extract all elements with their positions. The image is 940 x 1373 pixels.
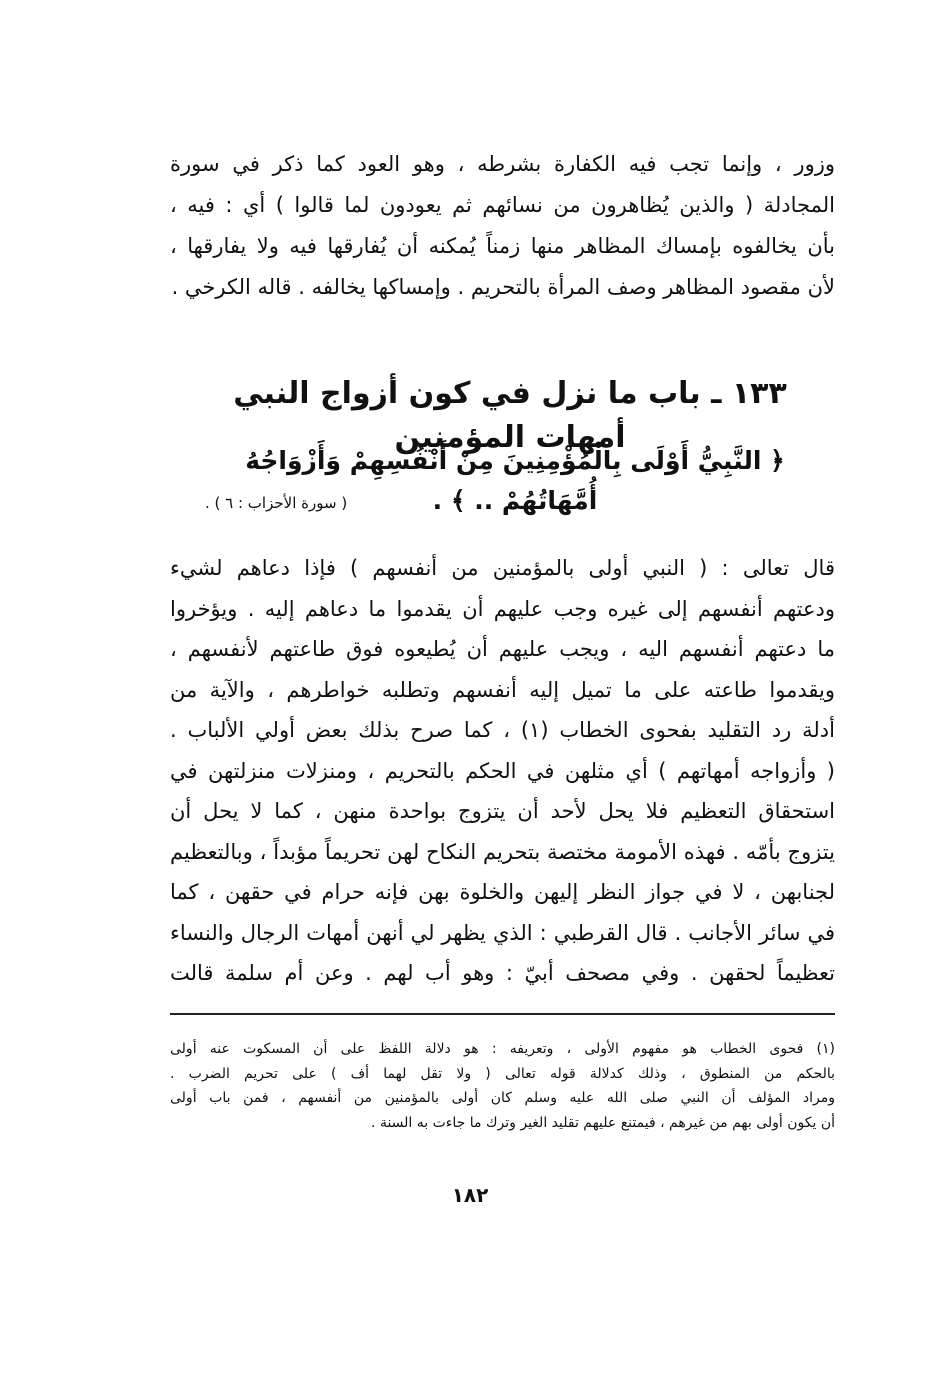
body-paragraph — [170, 548, 835, 994]
body-paragraph-line: ( وأزواجه أمهاتهم ) أي مثلهن في الحكم بالتحريم ، ومنزلات منزلتهن في — [170, 758, 835, 783]
body-paragraph-line: لجنابهن ، لا في جواز النظر إليهن والخلوة بهن فإنه حرام في حقهن ، كما — [170, 880, 835, 904]
body-paragraph-line: ما دعتهم أنفسهم اليه ، ويجب عليهم أن يُطيعوه فوق طاعتهم لأنفسهم ، — [170, 637, 835, 661]
body-paragraph-line: في سائر الأجانب . قال القرطبي : الذي يظهر لي أنهن أمهات الرجال والنساء — [170, 920, 835, 945]
footnote-line: بالحكم من المنطوق ، وذلك كدلالة قوله تعالى ( ولا تقل لهما أف ) على تحريم الضرب . — [170, 1065, 835, 1082]
footnote-line: (١) فحوى الخطاب هو مفهوم الأولى ، وتعريفه : هو دلالة اللفظ على أن المسكوت عنه أولى — [170, 1041, 835, 1057]
top-paragraph — [170, 144, 835, 308]
chapter-heading: ١٣٣ ـ باب ما نزل في كون أزواج النبي أمهات المؤمنين — [233, 376, 787, 455]
top-paragraph-line: المجادلة ( والذين يُظاهرون من نسائهم ثم يعودون لما قالوا ) أي : فيه ، — [170, 193, 835, 217]
body-paragraph-line: ودعتهم أنفسهم إلى غيره وجب عليهم أن يقدموا ما دعاهم إليه . ويؤخروا — [170, 596, 835, 621]
verse-reference: ( سورة الأحزاب : ٦ ) . — [205, 494, 348, 512]
top-paragraph-line: بأن يخالفوه بإمساك المظاهر منها زمناً يُمكنه أن يُفارقها فيه ولا يفارقها ، — [170, 234, 835, 258]
body-paragraph-line: قال تعالى : ( النبي أولى بالمؤمنين من أنفسهم ) فإذا دعاهم لشيء — [170, 556, 835, 580]
footnote — [170, 1037, 835, 1135]
body-paragraph-line: تعظيماً لحقهن . وفي مصحف أبيّ : وهو أب لهم . وعن أم سلمة قالت — [170, 961, 835, 985]
quran-verse: ﴿ النَّبِيُّ أَوْلَى بِالْمُؤْمِنِينَ مِنْ أَنْفُسِهِمْ وَأَزْوَاجُهُ أُمَّهَاتُهُمْ .. ﴾ . — [245, 446, 785, 515]
footnote-line: ومراد المؤلف أن النبي صلى الله عليه وسلم كان أولى بالمؤمنين من أنفسهم ، فمن باب أولى — [170, 1090, 835, 1106]
page-number: ١٨٢ — [451, 1183, 489, 1207]
footnote-separator — [170, 1013, 835, 1015]
top-paragraph-line: وزور ، وإنما تجب فيه الكفارة بشرطه ، وهو العود كما ذكر في سورة — [170, 152, 835, 176]
body-paragraph-line: يتزوج بأمّه . فهذه الأمومة مختصة بتحريم النكاح لهن تحريماً مؤبداً ، وبالتعظيم — [170, 839, 835, 864]
top-paragraph-line: لأن مقصود المظاهر وصف المرأة بالتحريم . وإمساكها يخالفه . قاله الكرخي . — [171, 275, 835, 299]
footnote-line: أن يكون أولى بهم من غيرهم ، فيمتنع عليهم تقليد الغير وترك ما جاءت به السنة . — [371, 1114, 835, 1131]
body-paragraph-line: استحقاق التعظيم فلا يحل لأحد أن يتزوج بواحدة منهن ، كما لا يحل أن — [170, 799, 835, 823]
body-paragraph-line: ويقدموا طاعته على ما تميل إليه أنفسهم وتطلبه خواطرهم ، والآية من — [170, 677, 835, 702]
body-paragraph-line: أدلة رد التقليد بفحوى الخطاب (١) ، كما صرح بذلك بعض أولي الألباب . — [170, 718, 835, 742]
